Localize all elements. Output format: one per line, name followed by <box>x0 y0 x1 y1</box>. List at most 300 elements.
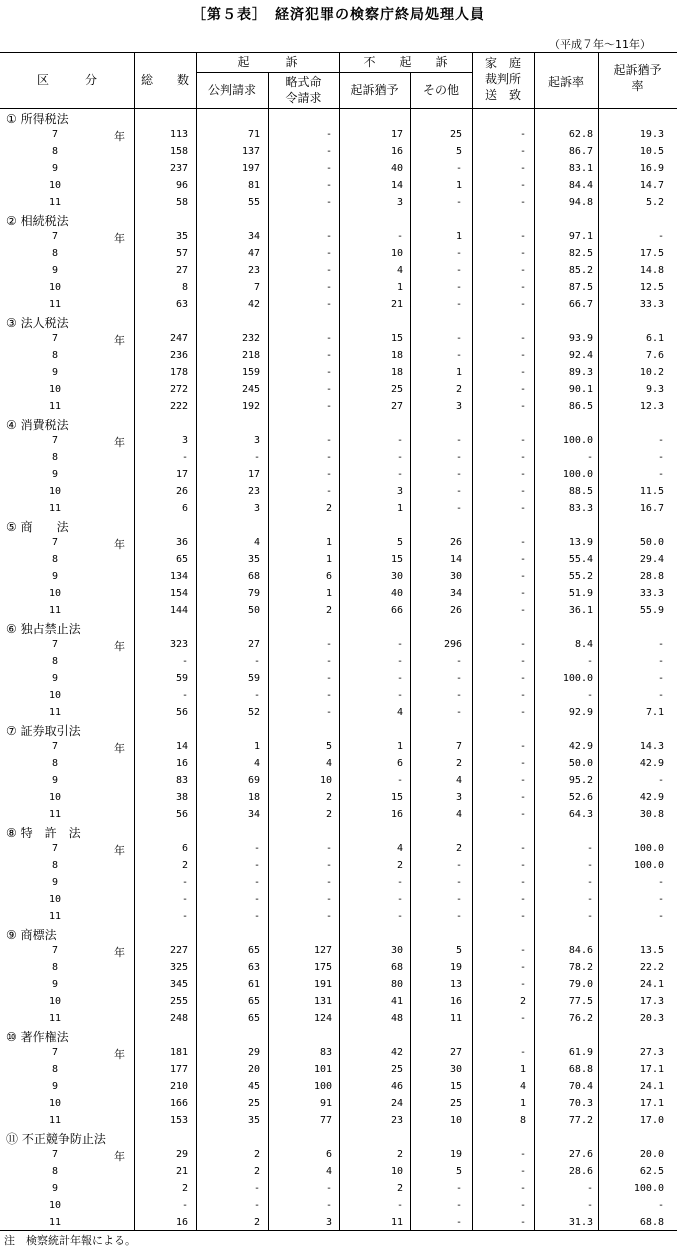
header-ryakushiki <box>268 74 339 106</box>
yuyo-rate-cell: 9.3 <box>645 384 664 395</box>
sonota-cell: 5 <box>455 945 462 956</box>
kohan-cell: - <box>253 1183 260 1194</box>
kohan-cell: 35 <box>247 554 260 565</box>
year-cell: 11 <box>48 707 62 718</box>
ryakushiki-cell: - <box>325 384 332 395</box>
table-row <box>0 585 677 602</box>
yuyo-rate-cell: 7.1 <box>645 707 664 718</box>
kohan-cell: 35 <box>247 1115 260 1126</box>
kohan-cell: 23 <box>247 265 260 276</box>
year-cell: 10 <box>48 486 62 497</box>
table-row <box>0 126 677 143</box>
table-row <box>0 466 677 483</box>
kiso-yuyo-cell: 24 <box>390 1098 403 1109</box>
yuyo-rate-cell: - <box>657 894 664 905</box>
sonota-cell: 34 <box>449 588 462 599</box>
total-cell: - <box>181 656 188 667</box>
sonota-cell: - <box>455 265 462 276</box>
year-cell: 7 <box>51 843 59 854</box>
table-row <box>0 840 677 857</box>
total-cell: 14 <box>175 741 188 752</box>
katei-cell: - <box>519 1149 526 1160</box>
kiso-yuyo-cell: - <box>396 877 403 888</box>
yuyo-rate-cell: 20.0 <box>639 1149 664 1160</box>
year-cell: 8 <box>51 146 59 157</box>
ryakushiki-cell: - <box>325 452 332 463</box>
katei-cell: - <box>519 860 526 871</box>
katei-cell: - <box>519 758 526 769</box>
year-suffix: 年 <box>114 946 125 959</box>
year-cell: 11 <box>48 809 62 820</box>
kohan-cell: 61 <box>247 979 260 990</box>
sonota-cell: - <box>455 673 462 684</box>
header-total: 総 数 <box>140 73 189 87</box>
sonota-cell: - <box>455 1183 462 1194</box>
yuyo-rate-cell: 62.5 <box>639 1166 664 1177</box>
yuyo-rate-cell: 10.2 <box>639 367 664 378</box>
kohan-cell: - <box>253 656 260 667</box>
total-cell: 166 <box>169 1098 188 1109</box>
yuyo-rate-cell: 12.5 <box>639 282 664 293</box>
kiso-yuyo-cell: - <box>396 775 403 786</box>
table-row <box>0 143 677 160</box>
sonota-cell: - <box>455 690 462 701</box>
ryakushiki-cell: - <box>325 333 332 344</box>
ryakushiki-cell: 83 <box>319 1047 332 1058</box>
kiso-rate-cell: 13.9 <box>568 537 593 548</box>
yuyo-rate-cell: - <box>657 1200 664 1211</box>
total-cell: 237 <box>169 163 188 174</box>
table-row <box>0 398 677 415</box>
total-cell: 26 <box>175 486 188 497</box>
ryakushiki-cell: - <box>325 367 332 378</box>
year-cell: 11 <box>48 503 62 514</box>
ryakushiki-cell: - <box>325 707 332 718</box>
kiso-rate-cell: 94.8 <box>568 197 593 208</box>
kiso-yuyo-cell: 14 <box>390 180 403 191</box>
total-cell: 178 <box>169 367 188 378</box>
ryakushiki-cell: - <box>325 877 332 888</box>
sonota-cell: 15 <box>449 1081 462 1092</box>
kohan-cell: 137 <box>241 146 260 157</box>
table-row <box>0 874 677 891</box>
kiso-rate-cell: 87.5 <box>568 282 593 293</box>
table-row <box>0 891 677 908</box>
ryakushiki-cell: 3 <box>325 1217 332 1228</box>
category-label: ③ 法人税法 <box>6 316 69 330</box>
ryakushiki-cell: - <box>325 299 332 310</box>
table-row <box>0 432 677 449</box>
kiso-yuyo-cell: 80 <box>390 979 403 990</box>
category-row <box>0 1027 677 1044</box>
kiso-yuyo-cell: 42 <box>390 1047 403 1058</box>
katei-cell: - <box>519 775 526 786</box>
kiso-yuyo-cell: 17 <box>390 129 403 140</box>
sonota-cell: - <box>455 503 462 514</box>
kiso-yuyo-cell: - <box>396 435 403 446</box>
total-cell: 144 <box>169 605 188 616</box>
kiso-rate-cell: - <box>586 690 593 701</box>
header-kiso-rate: 起訴率 <box>547 75 584 89</box>
category-label: ⑪ 不正競争防止法 <box>6 1132 106 1146</box>
kohan-cell: 29 <box>247 1047 260 1058</box>
sonota-cell: - <box>455 333 462 344</box>
header-katei-line1: 家 庭 <box>484 56 521 70</box>
kiso-rate-cell: - <box>586 843 593 854</box>
ryakushiki-cell: 191 <box>313 979 332 990</box>
kiso-yuyo-cell: 30 <box>390 571 403 582</box>
year-suffix: 年 <box>114 844 125 857</box>
kohan-cell: 3 <box>253 503 260 514</box>
yuyo-rate-cell: 42.9 <box>639 758 664 769</box>
yuyo-rate-cell: - <box>657 673 664 684</box>
kiso-rate-cell: 51.9 <box>568 588 593 599</box>
header-katei <box>472 55 534 103</box>
year-cell: 11 <box>48 1013 62 1024</box>
total-cell: 65 <box>175 554 188 565</box>
kiso-rate-cell: 93.9 <box>568 333 593 344</box>
year-cell: 7 <box>51 537 59 548</box>
total-cell: 227 <box>169 945 188 956</box>
kiso-yuyo-cell: 10 <box>390 248 403 259</box>
table-title: ［第５表］ 経済犯罪の検察庁終局処理人員 <box>192 7 485 23</box>
total-cell: - <box>181 877 188 888</box>
kohan-cell: - <box>253 911 260 922</box>
katei-cell: - <box>519 894 526 905</box>
total-cell: 210 <box>169 1081 188 1092</box>
sonota-cell: 1 <box>455 231 462 242</box>
katei-cell: - <box>519 1200 526 1211</box>
katei-cell: - <box>519 299 526 310</box>
year-cell: 9 <box>51 1183 59 1194</box>
year-cell: 10 <box>48 180 62 191</box>
kiso-rate-cell: 92.9 <box>568 707 593 718</box>
kohan-cell: 18 <box>247 792 260 803</box>
year-cell: 9 <box>51 775 59 786</box>
kohan-cell: 55 <box>247 197 260 208</box>
sonota-cell: - <box>455 877 462 888</box>
ryakushiki-cell: 100 <box>313 1081 332 1092</box>
ryakushiki-cell: 1 <box>325 588 332 599</box>
kohan-cell: 2 <box>253 1149 260 1160</box>
sonota-cell: 26 <box>449 537 462 548</box>
table-row <box>0 1061 677 1078</box>
ryakushiki-cell: - <box>325 146 332 157</box>
kiso-rate-cell: 79.0 <box>568 979 593 990</box>
yuyo-rate-cell: 19.3 <box>639 129 664 140</box>
total-cell: 153 <box>169 1115 188 1126</box>
total-cell: - <box>181 894 188 905</box>
yuyo-rate-cell: 11.5 <box>639 486 664 497</box>
year-cell: 9 <box>51 265 59 276</box>
year-cell: 9 <box>51 163 59 174</box>
kiso-rate-cell: 92.4 <box>568 350 593 361</box>
yuyo-rate-cell: - <box>657 656 664 667</box>
table-row <box>0 976 677 993</box>
sonota-cell: 25 <box>449 129 462 140</box>
yuyo-rate-cell: 30.8 <box>639 809 664 820</box>
katei-cell: - <box>519 197 526 208</box>
kohan-cell: 2 <box>253 1166 260 1177</box>
kiso-rate-cell: 55.2 <box>568 571 593 582</box>
kiso-yuyo-cell: 30 <box>390 945 403 956</box>
total-cell: 325 <box>169 962 188 973</box>
kohan-cell: 45 <box>247 1081 260 1092</box>
kiso-rate-cell: - <box>586 877 593 888</box>
yuyo-rate-cell: - <box>657 911 664 922</box>
header-kohan: 公判請求 <box>207 83 256 97</box>
sonota-cell: - <box>455 1200 462 1211</box>
table-row <box>0 279 677 296</box>
total-cell: 56 <box>175 707 188 718</box>
kiso-rate-cell: 82.5 <box>568 248 593 259</box>
total-cell: 177 <box>169 1064 188 1075</box>
katei-cell: - <box>519 792 526 803</box>
sonota-cell: 13 <box>449 979 462 990</box>
category-row <box>0 925 677 942</box>
yuyo-rate-cell: 68.8 <box>639 1217 664 1228</box>
kiso-rate-cell: 88.5 <box>568 486 593 497</box>
sonota-cell: 7 <box>455 741 462 752</box>
ryakushiki-cell: 6 <box>325 571 332 582</box>
year-cell: 10 <box>48 282 62 293</box>
category-row <box>0 109 677 126</box>
total-cell: 27 <box>175 265 188 276</box>
kiso-rate-cell: 84.6 <box>568 945 593 956</box>
kiso-yuyo-cell: 25 <box>390 1064 403 1075</box>
year-cell: 7 <box>51 435 59 446</box>
kiso-rate-cell: - <box>586 656 593 667</box>
kiso-yuyo-cell: 4 <box>396 707 403 718</box>
katei-cell: 2 <box>519 996 526 1007</box>
table-row <box>0 228 677 245</box>
katei-cell: 8 <box>519 1115 526 1126</box>
kiso-rate-cell: 77.2 <box>568 1115 593 1126</box>
year-cell: 9 <box>51 979 59 990</box>
kiso-yuyo-cell: 18 <box>390 367 403 378</box>
category-label: ⑨ 商標法 <box>6 928 57 942</box>
total-cell: - <box>181 690 188 701</box>
ryakushiki-cell: 124 <box>313 1013 332 1024</box>
year-cell: 8 <box>51 1166 59 1177</box>
yuyo-rate-cell: 14.8 <box>639 265 664 276</box>
kiso-rate-cell: 100.0 <box>562 673 593 684</box>
total-cell: 36 <box>175 537 188 548</box>
yuyo-rate-cell: 100.0 <box>633 1183 664 1194</box>
category-label: ④ 消費税法 <box>6 418 69 432</box>
sonota-cell: 1 <box>455 180 462 191</box>
yuyo-rate-cell: - <box>657 690 664 701</box>
kiso-yuyo-cell: 41 <box>390 996 403 1007</box>
sonota-cell: 25 <box>449 1098 462 1109</box>
kohan-cell: 7 <box>253 282 260 293</box>
table-row <box>0 1214 677 1231</box>
header-ryakushiki-line1: 略式命 <box>285 75 322 89</box>
total-cell: 3 <box>181 435 188 446</box>
kohan-cell: 50 <box>247 605 260 616</box>
yuyo-rate-cell: 12.3 <box>639 401 664 412</box>
ryakushiki-cell: - <box>325 231 332 242</box>
sonota-cell: 2 <box>455 758 462 769</box>
ryakushiki-cell: - <box>325 1200 332 1211</box>
kiso-rate-cell: 76.2 <box>568 1013 593 1024</box>
table-row <box>0 738 677 755</box>
year-suffix: 年 <box>114 1048 125 1061</box>
total-cell: 17 <box>175 469 188 480</box>
year-cell: 8 <box>51 962 59 973</box>
kiso-yuyo-cell: - <box>396 673 403 684</box>
table-row <box>0 381 677 398</box>
total-cell: 222 <box>169 401 188 412</box>
ryakushiki-cell: 1 <box>325 537 332 548</box>
total-cell: 16 <box>175 758 188 769</box>
kiso-rate-cell: - <box>586 1200 593 1211</box>
kiso-yuyo-cell: 68 <box>390 962 403 973</box>
kiso-yuyo-cell: 16 <box>390 146 403 157</box>
kiso-rate-cell: 100.0 <box>562 435 593 446</box>
header-yuyo-rate-line2: 率 <box>631 79 644 93</box>
sonota-cell: 5 <box>455 146 462 157</box>
total-cell: 63 <box>175 299 188 310</box>
sonota-cell: 19 <box>449 962 462 973</box>
katei-cell: - <box>519 265 526 276</box>
year-cell: 8 <box>51 1064 59 1075</box>
katei-cell: - <box>519 588 526 599</box>
kiso-yuyo-cell: 2 <box>396 860 403 871</box>
sonota-cell: 2 <box>455 384 462 395</box>
ryakushiki-cell: - <box>325 350 332 361</box>
katei-cell: - <box>519 1217 526 1228</box>
kiso-yuyo-cell: 15 <box>390 554 403 565</box>
kohan-cell: 3 <box>253 435 260 446</box>
katei-cell: - <box>519 911 526 922</box>
year-suffix: 年 <box>114 1150 125 1163</box>
yuyo-rate-cell: 100.0 <box>633 860 664 871</box>
ryakushiki-cell: 131 <box>313 996 332 1007</box>
category-label: ⑦ 証券取引法 <box>6 724 81 738</box>
ryakushiki-cell: - <box>325 843 332 854</box>
kohan-cell: 4 <box>253 537 260 548</box>
katei-cell: - <box>519 979 526 990</box>
katei-cell: - <box>519 843 526 854</box>
sonota-cell: 19 <box>449 1149 462 1160</box>
sonota-cell: 27 <box>449 1047 462 1058</box>
year-cell: 8 <box>51 248 59 259</box>
yuyo-rate-cell: - <box>657 877 664 888</box>
sonota-cell: - <box>455 197 462 208</box>
sonota-cell: - <box>455 435 462 446</box>
kiso-yuyo-cell: - <box>396 911 403 922</box>
header-yuyo-rate <box>598 62 677 94</box>
kiso-yuyo-cell: 3 <box>396 486 403 497</box>
katei-cell: - <box>519 129 526 140</box>
year-cell: 7 <box>51 639 59 650</box>
kohan-cell: 79 <box>247 588 260 599</box>
kiso-rate-cell: - <box>586 452 593 463</box>
year-suffix: 年 <box>114 640 125 653</box>
sonota-cell: 16 <box>449 996 462 1007</box>
katei-cell: - <box>519 1013 526 1024</box>
kiso-yuyo-cell: 11 <box>390 1217 403 1228</box>
total-cell: 154 <box>169 588 188 599</box>
table-row <box>0 296 677 313</box>
total-cell: 2 <box>181 860 188 871</box>
year-cell: 9 <box>51 367 59 378</box>
sonota-cell: 11 <box>449 1013 462 1024</box>
sonota-cell: 14 <box>449 554 462 565</box>
sonota-cell: - <box>455 894 462 905</box>
table-row <box>0 330 677 347</box>
year-cell: 9 <box>51 571 59 582</box>
kiso-sub-rule <box>196 72 472 73</box>
table-row <box>0 245 677 262</box>
kiso-yuyo-cell: 1 <box>396 741 403 752</box>
katei-cell: - <box>519 231 526 242</box>
ryakushiki-cell: - <box>325 282 332 293</box>
table-row <box>0 772 677 789</box>
table-row <box>0 1180 677 1197</box>
total-cell: 2 <box>181 1183 188 1194</box>
kiso-yuyo-cell: 2 <box>396 1149 403 1160</box>
katei-cell: 1 <box>519 1098 526 1109</box>
kohan-cell: - <box>253 860 260 871</box>
year-cell: 11 <box>48 197 62 208</box>
kohan-cell: 69 <box>247 775 260 786</box>
katei-cell: - <box>519 707 526 718</box>
yuyo-rate-cell: 55.9 <box>639 605 664 616</box>
kiso-rate-cell: 70.4 <box>568 1081 593 1092</box>
category-row <box>0 1129 677 1146</box>
ryakushiki-cell: 6 <box>325 1149 332 1160</box>
table-row <box>0 602 677 619</box>
header-katei-line2: 裁判所 <box>484 72 521 86</box>
yuyo-rate-cell: - <box>657 469 664 480</box>
kiso-rate-cell: 55.4 <box>568 554 593 565</box>
total-cell: 181 <box>169 1047 188 1058</box>
year-suffix: 年 <box>114 334 125 347</box>
total-cell: 35 <box>175 231 188 242</box>
header-sonota: その他 <box>422 83 459 97</box>
yuyo-rate-cell: - <box>657 775 664 786</box>
kohan-cell: 68 <box>247 571 260 582</box>
kohan-cell: 65 <box>247 996 260 1007</box>
year-cell: 8 <box>51 758 59 769</box>
katei-cell: - <box>519 146 526 157</box>
table-row <box>0 959 677 976</box>
kiso-rate-cell: - <box>586 911 593 922</box>
total-cell: 38 <box>175 792 188 803</box>
table-row <box>0 993 677 1010</box>
kiso-yuyo-cell: 25 <box>390 384 403 395</box>
sonota-cell: - <box>455 248 462 259</box>
total-cell: - <box>181 911 188 922</box>
katei-cell: - <box>519 486 526 497</box>
footnote: 注 検察統計年報による。 <box>4 1234 136 1247</box>
kiso-rate-cell: 28.6 <box>568 1166 593 1177</box>
year-cell: 10 <box>48 1200 62 1211</box>
kiso-yuyo-cell: 6 <box>396 758 403 769</box>
yuyo-rate-cell: 13.5 <box>639 945 664 956</box>
yuyo-rate-cell: 28.8 <box>639 571 664 582</box>
kiso-rate-cell: - <box>586 860 593 871</box>
header-katei-line3: 送 致 <box>484 88 521 102</box>
kiso-rate-cell: 27.6 <box>568 1149 593 1160</box>
kiso-rate-cell: 83.1 <box>568 163 593 174</box>
table-row <box>0 194 677 211</box>
year-cell: 11 <box>48 1115 62 1126</box>
katei-cell: - <box>519 605 526 616</box>
category-label: ⑤ 商 法 <box>6 520 69 534</box>
